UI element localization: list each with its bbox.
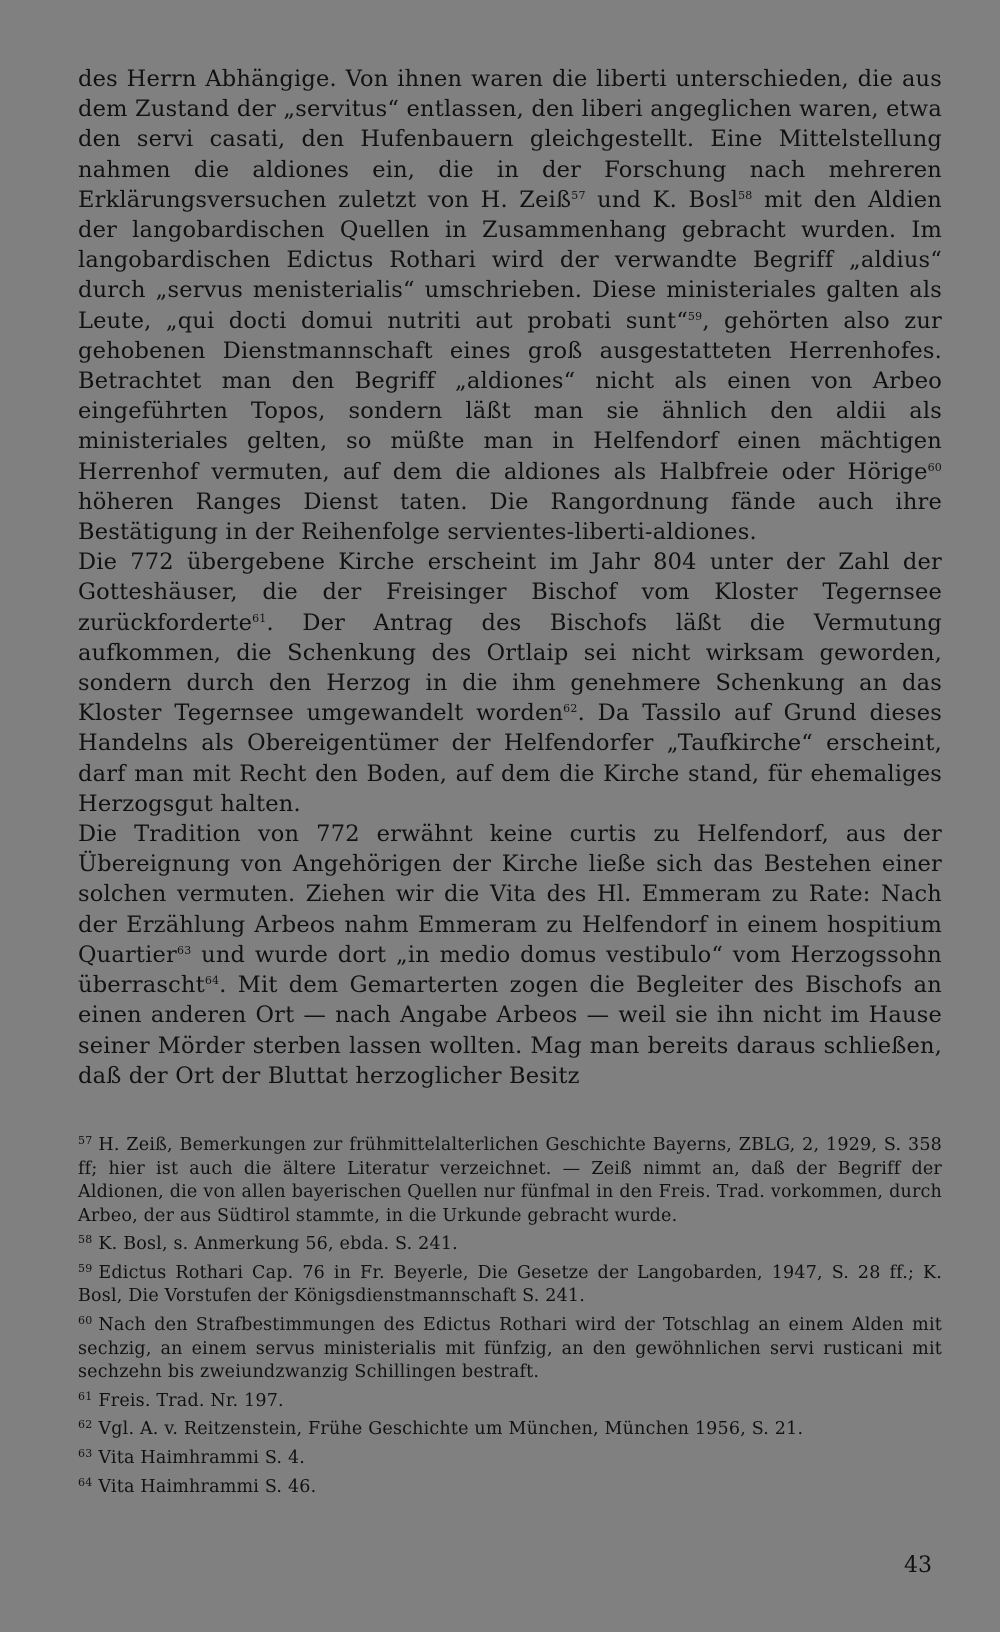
text-segment: Die Tradition von 772 erwähnt keine curtis zu Helfendorf, aus der Übereignung von Angehörigen der Kirche ließe sich das Bestehen einer solchen vermuten. Ziehen wir die Vita des Hl. Emmeram zu Rate: Nach der Erzählung Arbeos nahm Emmeram zu Helfendorf in einem hospitium Quartier xyxy=(78,821,942,968)
paragraph-3 xyxy=(78,819,942,1091)
footnote-text: K. Bosl, s. Anmerkung 56, ebda. S. 241. xyxy=(98,1234,458,1255)
text-segment: und K. Bosl xyxy=(585,186,739,213)
footnote-reference: 62 xyxy=(563,702,578,716)
footnote-text: Edictus Rothari Cap. 76 in Fr. Beyerle, Die Gesetze der Langobarden, 1947, S. 28 ff.; K. Bosl, Die Vorstufen der Königsdienstmannschaft S. 241. xyxy=(78,1262,942,1307)
footnote-number: 62 xyxy=(78,1418,93,1432)
footnote-number: 60 xyxy=(78,1314,93,1328)
footnote-reference: 63 xyxy=(177,943,192,957)
footnote-number: 61 xyxy=(78,1389,93,1403)
footnote-text: Nach den Strafbestimmungen des Edictus Rothari wird der Totschlag an einem Alden mit sechzig, an einem servus ministerialis mit fünfzig, an den gewöhnlichen servi rusticani mit sechzehn bis zweiundzwanzig Schillingen bestraft. xyxy=(78,1315,942,1383)
footnote-number: 58 xyxy=(78,1233,93,1247)
text-segment: des Herrn Abhängige. Von ihnen waren die liberti unterschieden, die aus dem Zustand der „servitus“ entlassen, den liberi angeglichen waren, etwa den servi casati, den Hufenbauern gleichgestellt. Eine Mittelstellung nahmen die aldiones ein, die in der Forschung nach mehreren Erklärungsversuchen zuletzt von H. Zeiß xyxy=(78,66,942,213)
footnote xyxy=(78,1442,942,1471)
footnotes xyxy=(78,1129,942,1499)
footnote xyxy=(78,1228,942,1257)
page-number: 43 xyxy=(904,1553,932,1578)
text-segment: , gehörten also zur gehobenen Dienstmannschaft eines groß ausgestatteten Herrenhofes. Betrachtet man den Begriff „aldiones“ nicht als einen von Arbeo eingeführten Topos, sondern läßt man sie ähnlich den aldii als ministeriales gelten, so müßte man in Helfendorf einen mächtigen Herrenhof vermuten, auf dem die aldiones als Halbfreie oder Hörige xyxy=(78,307,943,485)
text-segment: höheren Ranges Dienst taten. Die Rangordnung fände auch ihre Bestätigung in der Reihenfolge servientes-liberti-aldiones. xyxy=(78,488,942,546)
page-content xyxy=(78,64,942,1499)
footnote-reference: 59 xyxy=(687,309,703,323)
paragraph-1 xyxy=(78,64,942,547)
footnote-number: 57 xyxy=(78,1133,93,1147)
footnote xyxy=(78,1413,942,1442)
footnote-text: Vita Haimhrammi S. 4. xyxy=(98,1448,306,1469)
footnote-text: H. Zeiß, Bemerkungen zur frühmittelalterlichen Geschichte Bayerns, ZBLG, 2, 1929, S. 358 ff; hier ist auch die ältere Literatur verzeichnet. — Zeiß nimmt an, daß der Begriff der Aldionen, die von allen bayerischen Quellen nur fünfmal in den Freis. Trad. vorkommen, durch Arbeo, der aus Südtirol stammte, in die Urkunde gebracht wurde. xyxy=(78,1134,942,1226)
footnote xyxy=(78,1257,942,1309)
footnote-reference: 57 xyxy=(571,188,586,202)
footnote-number: 59 xyxy=(78,1261,93,1275)
text-segment: . Mit dem Gemarterten zogen die Begleiter des Bischofs an einen anderen Ort — nach Angabe Arbeos — weil sie ihn nicht im Hause seiner Mörder sterben lassen wollten. Mag man bereits daraus schließen, daß der Ort der Bluttat herzoglicher Besitz xyxy=(78,972,942,1089)
text-segment: und wurde dort „in medio domus vestibulo“ vom Herzogssohn überrascht xyxy=(78,941,942,999)
text-segment: . Da Tassilo auf Grund dieses Handelns als Obereigentümer der Helfendorfer „Taufkirche“ erscheint, darf man mit Recht den Boden, auf dem die Kirche stand, für ehemaliges Herzogsgut halten. xyxy=(78,700,942,817)
footnote-reference: 64 xyxy=(204,974,220,988)
footnote xyxy=(78,1471,942,1500)
paragraph-2 xyxy=(78,547,942,819)
footnote-reference: 60 xyxy=(927,460,942,474)
footnote-number: 63 xyxy=(78,1447,93,1461)
footnote xyxy=(78,1385,942,1414)
footnote-reference: 61 xyxy=(252,611,267,625)
footnote xyxy=(78,1129,942,1228)
footnote-reference: 58 xyxy=(738,188,753,202)
footnote-number: 64 xyxy=(78,1475,93,1489)
footnote-text: Vita Haimhrammi S. 46. xyxy=(98,1476,317,1497)
footnote-text: Freis. Trad. Nr. 197. xyxy=(98,1390,284,1411)
footnote xyxy=(78,1309,942,1385)
text-segment: mit den Aldien der langobardischen Quellen in Zusammenhang gebracht wurden. Im langobardischen Edictus Rothari wird der verwandte Begriff „aldius“ durch „servus menisterialis“ umschrieben. Diese ministeriales galten als Leute, „qui docti domui nutriti aut probati sunt“ xyxy=(78,186,943,334)
footnote-text: Vgl. A. v. Reitzenstein, Frühe Geschichte um München, München 1956, S. 21. xyxy=(98,1419,804,1440)
text-segment: . Der Antrag des Bischofs läßt die Vermutung aufkommen, die Schenkung des Ortlaip sei nicht wirksam geworden, sondern durch den Herzog in die ihm genehmere Schenkung an das Kloster Tegernsee umgewandelt worden xyxy=(78,609,942,727)
text-segment: Die 772 übergebene Kirche erscheint im Jahr 804 unter der Zahl der Gotteshäuser, die der Freisinger Bischof vom Kloster Tegernsee zurückforderte xyxy=(78,549,942,636)
